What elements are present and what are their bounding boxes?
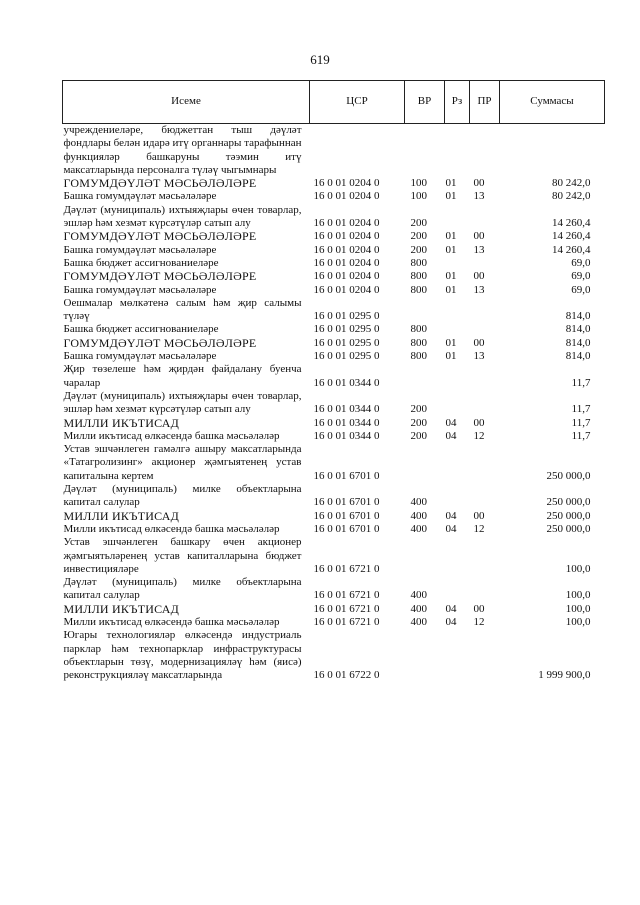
cell-rz: 04 xyxy=(445,429,457,442)
cell-vr: 400 xyxy=(410,522,427,535)
table-row xyxy=(63,270,605,283)
cell-pr xyxy=(470,323,500,336)
cell-rz xyxy=(445,576,470,603)
cell-pr xyxy=(470,390,500,417)
cell-name: Оешмалар мөлкәтенә салым һәм җир салымы түләү xyxy=(63,296,302,323)
cell-rz: 01 xyxy=(445,243,457,256)
cell-name: Башка гомумдәүләт мәсьәләләре xyxy=(63,190,217,203)
header-sum: Суммасы xyxy=(500,81,605,124)
cell-csr: 16 0 01 6721 0 xyxy=(313,602,380,615)
cell-rz xyxy=(445,629,470,682)
cell-vr xyxy=(405,124,445,178)
cell-rz xyxy=(445,257,470,270)
cell-vr xyxy=(405,297,445,324)
table-header xyxy=(63,81,605,124)
cell-vr xyxy=(405,363,445,390)
header-pr: ПР xyxy=(470,81,500,124)
table-row xyxy=(63,576,605,603)
table-row xyxy=(63,190,605,203)
cell-sum: 11,7 xyxy=(571,376,591,389)
header-vr: ВР xyxy=(405,81,445,124)
cell-name: ГОМУМДӘҮЛӘТ МӘСЬӘЛӘЛӘРЕ xyxy=(63,270,257,284)
table-row xyxy=(63,177,605,190)
page-number: 619 xyxy=(310,52,330,67)
table-row xyxy=(63,536,605,576)
cell-rz: 01 xyxy=(445,177,457,190)
cell-csr: 16 0 01 6701 0 xyxy=(313,509,380,522)
cell-sum: 69,0 xyxy=(571,283,591,296)
table-row xyxy=(63,257,605,270)
cell-csr: 16 0 01 0295 0 xyxy=(313,310,380,323)
table-row xyxy=(63,523,605,536)
cell-vr: 400 xyxy=(410,496,427,509)
cell-name: Башка гомумдәүләт мәсьәләләре xyxy=(63,350,217,363)
table-row xyxy=(63,244,605,257)
cell-csr: 16 0 01 0204 0 xyxy=(313,190,380,203)
cell-csr: 16 0 01 0204 0 xyxy=(313,177,380,190)
cell-rz: 04 xyxy=(445,615,457,628)
cell-rz: 04 xyxy=(445,416,457,429)
cell-vr: 200 xyxy=(410,243,427,256)
cell-sum: 1 999 900,0 xyxy=(538,669,591,682)
cell-name: Башка гомумдәүләт мәсьәләләре xyxy=(63,283,217,296)
cell-csr: 16 0 01 0295 0 xyxy=(313,350,380,363)
cell-sum: 814,0 xyxy=(565,323,591,336)
cell-vr: 100 xyxy=(410,190,427,203)
cell-name: Дәүләт (муниципаль) милке объектларына капитал салулар xyxy=(63,483,302,509)
cell-vr: 800 xyxy=(410,336,427,349)
cell-csr: 16 0 01 6721 0 xyxy=(313,615,380,628)
cell-csr: 16 0 01 6701 0 xyxy=(313,522,380,535)
cell-name: МИЛЛИ ИКЪТИСАД xyxy=(63,602,179,616)
cell-name: Башка гомумдәүләт мәсьәләләре xyxy=(63,243,217,256)
cell-name: Милли икътисад өлкәсендә башка мәсьәләләр xyxy=(63,522,280,535)
cell-rz xyxy=(445,390,470,417)
cell-sum: 250 000,0 xyxy=(546,496,591,509)
cell-csr: 16 0 01 0204 0 xyxy=(313,283,380,296)
cell-csr: 16 0 01 6701 0 xyxy=(313,496,380,509)
cell-sum: 14 260,4 xyxy=(552,243,591,256)
cell-vr xyxy=(405,536,445,576)
cell-pr: 13 xyxy=(473,243,485,256)
cell-rz xyxy=(445,323,470,336)
cell-csr: 16 0 01 0204 0 xyxy=(313,270,380,283)
table-row xyxy=(63,483,605,510)
cell-pr: 00 xyxy=(473,270,485,283)
cell-name: Устав эшчәнлеген гамәлгә ашыру максатларында «Татагролизинг» акционер җәмгыятенең устав капиталына кертем xyxy=(63,443,302,482)
cell-vr: 200 xyxy=(410,416,427,429)
header-name: Исеме xyxy=(63,81,310,124)
cell-name: МИЛЛИ ИКЪТИСАД xyxy=(63,416,179,430)
cell-name: Устав эшчәнлеген башкару өчен акционер җәмгыятьләренең устав капиталларына бюджет инвестицияләре xyxy=(63,536,302,575)
cell-name: Милли икътисад өлкәсендә башка мәсьәләләр xyxy=(63,429,280,442)
table-row xyxy=(63,230,605,243)
cell-pr xyxy=(470,124,500,178)
cell-csr: 16 0 01 6701 0 xyxy=(313,469,380,482)
cell-sum xyxy=(500,124,605,178)
cell-name: Башка бюджет ассигнованиеләре xyxy=(63,256,219,269)
cell-pr xyxy=(470,629,500,682)
cell-rz xyxy=(445,536,470,576)
cell-name: ГОМУМДӘҮЛӘТ МӘСЬӘЛӘЛӘРЕ xyxy=(63,336,257,350)
cell-sum: 814,0 xyxy=(565,336,591,349)
cell-sum: 100,0 xyxy=(565,615,591,628)
cell-vr: 200 xyxy=(410,429,427,442)
cell-rz: 04 xyxy=(445,602,457,615)
cell-sum: 250 000,0 xyxy=(546,469,591,482)
cell-name: МИЛЛИ ИКЪТИСАД xyxy=(63,509,179,523)
cell-name: ГОМУМДӘҮЛӘТ МӘСЬӘЛӘЛӘРЕ xyxy=(63,177,257,191)
cell-sum: 11,7 xyxy=(571,403,591,416)
cell-vr: 800 xyxy=(410,256,427,269)
budget-table xyxy=(62,80,605,682)
cell-rz xyxy=(445,204,470,231)
cell-rz xyxy=(445,483,470,510)
cell-pr: 13 xyxy=(473,350,485,363)
cell-sum: 80 242,0 xyxy=(552,190,591,203)
table-body xyxy=(63,124,605,683)
cell-csr: 16 0 01 6722 0 xyxy=(313,669,380,682)
table-row xyxy=(63,363,605,390)
cell-csr xyxy=(310,124,405,178)
cell-vr: 400 xyxy=(410,589,427,602)
cell-rz: 01 xyxy=(445,270,457,283)
cell-pr xyxy=(470,576,500,603)
cell-pr: 00 xyxy=(473,602,485,615)
cell-sum: 100,0 xyxy=(565,602,591,615)
cell-csr: 16 0 01 0204 0 xyxy=(313,230,380,243)
cell-sum: 11,7 xyxy=(571,416,591,429)
cell-pr: 00 xyxy=(473,336,485,349)
cell-sum: 100,0 xyxy=(565,589,591,602)
cell-csr: 16 0 01 0204 0 xyxy=(313,217,380,230)
cell-pr: 13 xyxy=(473,190,485,203)
cell-sum: 250 000,0 xyxy=(546,509,591,522)
cell-vr: 400 xyxy=(410,615,427,628)
table-row xyxy=(63,124,605,178)
cell-sum: 80 242,0 xyxy=(552,177,591,190)
cell-rz: 04 xyxy=(445,509,457,522)
table-row xyxy=(63,443,605,483)
cell-vr xyxy=(405,443,445,483)
cell-name: Милли икътисад өлкәсендә башка мәсьәләләр xyxy=(63,615,280,628)
cell-pr: 00 xyxy=(473,177,485,190)
cell-csr: 16 0 01 0344 0 xyxy=(313,376,380,389)
cell-pr: 00 xyxy=(473,416,485,429)
cell-vr: 400 xyxy=(410,602,427,615)
cell-pr xyxy=(470,363,500,390)
cell-pr: 00 xyxy=(473,230,485,243)
cell-csr: 16 0 01 0204 0 xyxy=(313,243,380,256)
cell-name: Башка бюджет ассигнованиеләре xyxy=(63,323,219,336)
cell-sum: 69,0 xyxy=(571,256,591,269)
cell-vr xyxy=(405,629,445,682)
cell-pr xyxy=(470,536,500,576)
cell-pr: 12 xyxy=(473,522,485,535)
cell-pr xyxy=(470,204,500,231)
table-row xyxy=(63,284,605,297)
cell-vr: 800 xyxy=(410,283,427,296)
cell-sum: 14 260,4 xyxy=(552,230,591,243)
cell-vr: 200 xyxy=(410,403,427,416)
cell-vr: 400 xyxy=(410,509,427,522)
cell-csr: 16 0 01 0295 0 xyxy=(313,323,380,336)
cell-csr: 16 0 01 0295 0 xyxy=(313,336,380,349)
cell-sum: 814,0 xyxy=(565,350,591,363)
cell-vr: 800 xyxy=(410,323,427,336)
table-row xyxy=(63,417,605,430)
table-row xyxy=(63,430,605,443)
cell-sum: 250 000,0 xyxy=(546,522,591,535)
cell-name: учреждениеләре, бюджеттан тыш дәүләт фондлары белән идарә итү органнары тарафыннан функцияләр башкаруны тәэмин итү максатларында персоналга түләү чыгымнары xyxy=(63,124,302,176)
header-rz: Рз xyxy=(445,81,470,124)
cell-rz xyxy=(445,124,470,178)
cell-csr: 16 0 01 0204 0 xyxy=(313,256,380,269)
cell-vr: 200 xyxy=(410,230,427,243)
table-row xyxy=(63,390,605,417)
cell-csr: 16 0 01 6721 0 xyxy=(313,589,380,602)
cell-vr: 800 xyxy=(410,270,427,283)
cell-sum: 69,0 xyxy=(571,270,591,283)
cell-sum: 14 260,4 xyxy=(552,217,591,230)
cell-vr: 800 xyxy=(410,350,427,363)
table-row xyxy=(63,603,605,616)
cell-pr: 13 xyxy=(473,283,485,296)
cell-vr: 200 xyxy=(410,217,427,230)
cell-pr xyxy=(470,443,500,483)
cell-name: Дәүләт (муниципаль) ихтыяҗлары өчен товарлар, эшләр һәм хезмәт күрсәтүләр сатып алу xyxy=(63,203,302,230)
cell-pr: 12 xyxy=(473,429,485,442)
cell-rz: 01 xyxy=(445,336,457,349)
header-csr: ЦСР xyxy=(310,81,405,124)
cell-name: ГОМУМДӘҮЛӘТ МӘСЬӘЛӘЛӘРЕ xyxy=(63,230,257,244)
cell-rz: 01 xyxy=(445,230,457,243)
table-row xyxy=(63,297,605,324)
cell-csr: 16 0 01 0344 0 xyxy=(313,416,380,429)
cell-rz: 04 xyxy=(445,522,457,535)
cell-sum: 814,0 xyxy=(565,310,591,323)
table-row xyxy=(63,616,605,629)
cell-csr: 16 0 01 6721 0 xyxy=(313,562,380,575)
table-row xyxy=(63,629,605,682)
cell-pr: 00 xyxy=(473,509,485,522)
cell-name: Югары технологияләр өлкәсендә индустриаль парклар һәм технопарклар инфраструктурасы объектларын төзү, модернизацияләү һәм (яисә) реконструкцияләү максатларында xyxy=(63,629,302,682)
cell-pr: 12 xyxy=(473,615,485,628)
cell-pr xyxy=(470,483,500,510)
cell-rz xyxy=(445,297,470,324)
cell-rz xyxy=(445,443,470,483)
cell-csr: 16 0 01 0344 0 xyxy=(313,429,380,442)
cell-sum: 11,7 xyxy=(571,429,591,442)
cell-rz xyxy=(445,363,470,390)
table-row xyxy=(63,323,605,336)
cell-pr xyxy=(470,297,500,324)
cell-rz: 01 xyxy=(445,283,457,296)
cell-rz: 01 xyxy=(445,190,457,203)
cell-pr xyxy=(470,257,500,270)
table-row xyxy=(63,510,605,523)
table-row xyxy=(63,350,605,363)
cell-name: Дәүләт (муниципаль) ихтыяҗлары өчен товарлар, эшләр һәм хезмәт күрсәтүләр сатып алу xyxy=(63,389,302,416)
cell-vr: 100 xyxy=(410,177,427,190)
cell-name: Дәүләт (муниципаль) милке объектларына капитал салулар xyxy=(63,576,302,602)
table-row xyxy=(63,204,605,231)
cell-sum: 100,0 xyxy=(565,562,591,575)
cell-rz: 01 xyxy=(445,350,457,363)
table-row xyxy=(63,337,605,350)
cell-name: Җир төзелеше һәм җирдән файдалану буенча чаралар xyxy=(63,363,302,389)
cell-csr: 16 0 01 0344 0 xyxy=(313,403,380,416)
